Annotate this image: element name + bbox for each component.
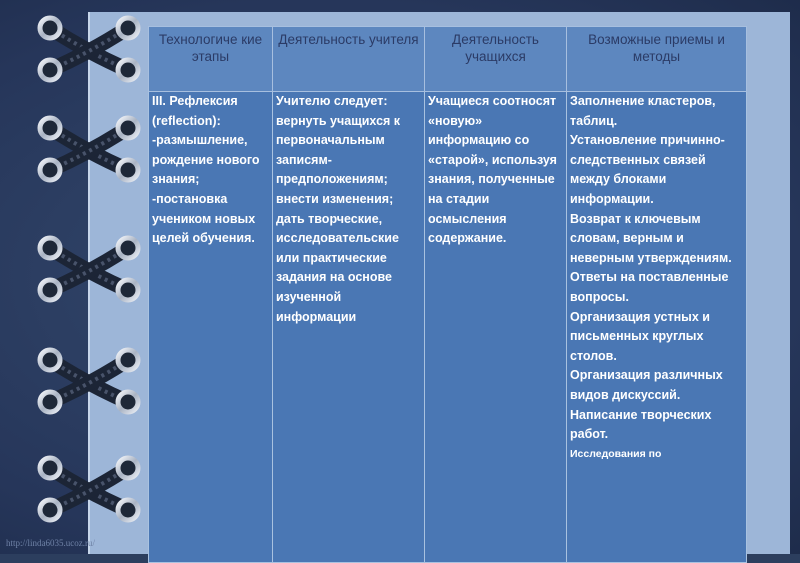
table-row — [149, 92, 747, 563]
method-item: Ответы на поставленные вопросы. — [570, 270, 729, 304]
eyelet-ring-icon — [118, 458, 138, 478]
eyelet-ring-icon — [40, 458, 60, 478]
shoelace-cross-icon — [50, 468, 128, 510]
header-methods: Возможные приемы и методы — [567, 27, 747, 92]
method-item: Заполнение кластеров, таблиц. — [570, 94, 716, 128]
teacher-text: Учителю следует: вернуть учащихся к первоначальным записям-предположениям; внести изменения; дать творческие, исследовательские или практические задания на основе изученной информации — [276, 94, 401, 324]
eyelet-ring-icon — [40, 60, 60, 80]
shoelace-cross-icon — [50, 360, 128, 402]
header-student-activity: Деятельность учащихся — [425, 27, 567, 92]
cell-students — [425, 92, 567, 563]
method-item: Организация различных видов дискуссий. — [570, 368, 723, 402]
eyelet-ring-icon — [40, 18, 60, 38]
watermark: http://linda6035.ucoz.ru/ — [6, 538, 95, 548]
shoelace-cross-icon — [50, 128, 128, 170]
eyelet-ring-icon — [40, 118, 60, 138]
eyelet-ring-icon — [40, 238, 60, 258]
eyelet-ring-icon — [118, 118, 138, 138]
header-stages: Технологиче кие этапы — [149, 27, 273, 92]
eyelet-ring-icon — [118, 238, 138, 258]
stage-title: III. Рефлексия — [152, 94, 238, 108]
table-header-row — [149, 27, 747, 92]
method-item: Установление причинно-следственных связей между блоками информации. — [570, 133, 725, 206]
eyelet-ring-icon — [118, 280, 138, 300]
eyelet-ring-icon — [40, 350, 60, 370]
shoelace-cross-icon — [50, 248, 128, 290]
header-teacher-activity: Деятельность учителя — [273, 27, 425, 92]
laces-decoration — [0, 0, 160, 554]
cell-methods — [567, 92, 747, 563]
eyelet-ring-icon — [40, 160, 60, 180]
cell-stage — [149, 92, 273, 563]
students-text: Учащиеся соотносят «новую» информацию со «старой», используя знания, полученные на стадии осмысления содержание. — [428, 94, 557, 246]
stage-point-1: -размышление, рождение нового знания; — [152, 133, 260, 187]
eyelet-ring-icon — [40, 500, 60, 520]
eyelet-ring-icon — [118, 18, 138, 38]
method-item: Возврат к ключевым словам, верным и неверным утверждениям. — [570, 211, 732, 265]
method-item: Исследования по — [570, 447, 662, 460]
shoelace-cross-icon — [50, 28, 128, 70]
method-item: Написание творческих работ. — [570, 407, 712, 442]
stage-subtitle: (reflection): — [152, 113, 221, 128]
eyelet-ring-icon — [40, 392, 60, 412]
cell-teacher — [273, 92, 425, 563]
eyelet-ring-icon — [118, 160, 138, 180]
eyelet-ring-icon — [118, 392, 138, 412]
eyelet-ring-icon — [118, 500, 138, 520]
eyelet-ring-icon — [40, 280, 60, 300]
methods-table — [148, 26, 747, 563]
eyelet-ring-icon — [118, 350, 138, 370]
eyelet-ring-icon — [118, 60, 138, 80]
method-item: Организация устных и письменных круглых столов. — [570, 309, 710, 363]
stage-point-2: -постановка учеником новых целей обучения. — [152, 191, 256, 246]
